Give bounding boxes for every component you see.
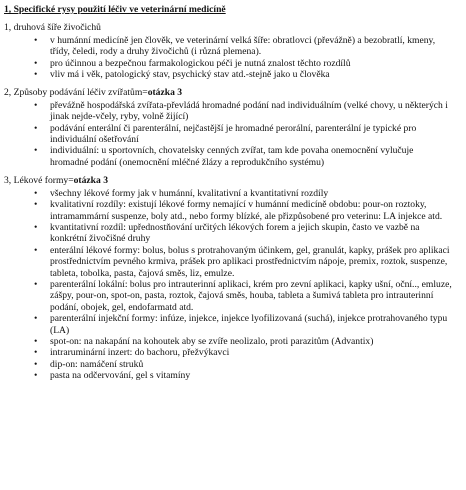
list-item-text: podávání enterální či parenterální, nejčastější je hromadné perorální, parenterální je typické pro individuální ošetřování bbox=[50, 122, 417, 146]
document-title: 1, Specifické rysy použití léčiv ve veterinární medicíně bbox=[4, 4, 226, 15]
list-item-text: převážně hospodářská zvířata-převládá hromadné podání nad individuálním (velké chovy, u některých i jinak nejde-včely, ryby, volně žijící) bbox=[50, 99, 448, 123]
bullet-icon: • bbox=[34, 358, 38, 370]
bullet-icon: • bbox=[34, 244, 38, 256]
bullet-icon: • bbox=[34, 221, 38, 233]
section-heading bbox=[4, 22, 462, 33]
list-item bbox=[4, 336, 462, 347]
list-item bbox=[4, 35, 462, 58]
list-item bbox=[4, 199, 462, 222]
list-item-text: individuální: u sportovních, chovatelsky cenných zvířat, tam kde povaha onemocnění vylučuje hromadné podání (onemocnění mléčné žlázy a reprodukčního systému) bbox=[50, 145, 414, 168]
list-item bbox=[4, 347, 462, 358]
list-item-text: dip-on: namáčení struků bbox=[50, 358, 144, 370]
section-heading bbox=[4, 175, 462, 186]
list-item-text: pro účinnou a bezpečnou farmakologickou péči je nutná znalost těchto rozdílů bbox=[50, 57, 351, 69]
bullet-icon: • bbox=[34, 69, 38, 81]
bullet-icon: • bbox=[34, 347, 38, 359]
section-heading-question: otázka 3 bbox=[147, 87, 183, 99]
bullet-icon: • bbox=[34, 57, 38, 69]
section-3 bbox=[4, 175, 462, 381]
bullet-icon: • bbox=[34, 278, 38, 290]
list-item-text: enterální lékové formy: bolus, bolus s protrahovaným účinkem, gel, granulát, kapky, prášek pro aplikaci prostřednictvím pevného krmiva, prášek pro aplikaci prostřednictvím nápoje, premix, roztok, suspenze, tableta, tobolka, pasta, čajová směs, liz, emulze. bbox=[50, 244, 450, 279]
list-item-text: vliv má i věk, patologický stav, psychický stav atd.-stejně jako u člověka bbox=[50, 69, 330, 81]
list-item bbox=[4, 123, 462, 146]
list-item-text: parenterální injekční formy: infúze, injekce, injekce lyofilizovaná (suchá), injekce protrahovaného typu (LA) bbox=[50, 313, 448, 336]
sections-container bbox=[4, 22, 462, 381]
list-item bbox=[4, 245, 462, 279]
list-item bbox=[4, 188, 462, 199]
bullet-list bbox=[4, 100, 462, 168]
list-item-text: kvantitativní rozdíl: upřednostňování určitých lékových forem a jejich skupin, často ve vazbě na konkrétní živočišné druhy bbox=[50, 221, 420, 245]
list-item bbox=[4, 145, 462, 168]
section-heading bbox=[4, 87, 462, 98]
bullet-list bbox=[4, 35, 462, 81]
section-heading-text: 1, druhová šíře živočichů bbox=[4, 22, 101, 34]
list-item bbox=[4, 370, 462, 381]
bullet-icon: • bbox=[34, 99, 38, 111]
section-heading-text: 3, Lékové formy= bbox=[4, 175, 74, 187]
list-item bbox=[4, 359, 462, 370]
list-item bbox=[4, 222, 462, 245]
list-item bbox=[4, 69, 462, 80]
section-heading-question: otázka 3 bbox=[73, 175, 108, 187]
section-1 bbox=[4, 22, 462, 80]
list-item bbox=[4, 58, 462, 69]
bullet-icon: • bbox=[34, 199, 38, 211]
section-2 bbox=[4, 87, 462, 168]
list-item-text: kvalitativní rozdíly: existují lékové formy nemající v humánní medicíně obdobu: pour-on roztoky, intramammární suspenze, boly atd., nebo formy blízké, ale přizpůsobené pro veterinu: LA injekce atd. bbox=[50, 199, 443, 222]
list-item-text: všechny lékové formy jak v humánní, kvalitativní a kvantitativní rozdíly bbox=[50, 187, 329, 199]
list-item-text: parenterální lokální: bolus pro intrauterinní aplikaci, krém pro zevní aplikaci, kapky ušní, oční.., emluze, zášpy, pour-on, spot-on, pasta, roztok, čajová směs, houba, tableta a šumivá tableta pro intrauterinní podání, obojek, gel, endofarmatd atd. bbox=[50, 278, 452, 313]
bullet-icon: • bbox=[34, 122, 38, 134]
list-item bbox=[4, 100, 462, 123]
bullet-icon: • bbox=[34, 335, 38, 347]
list-item-text: v humánní medicíně jen člověk, ve veterinární velká šíře: obratlovci (převážně) a bezobratlí, kmeny, třídy, čeledi, rody a druhy živočichů (i různá plemena). bbox=[50, 34, 436, 58]
list-item bbox=[4, 279, 462, 313]
list-item-text: pasta na odčervování, gel s vitamíny bbox=[50, 370, 191, 382]
bullet-icon: • bbox=[34, 34, 38, 46]
list-item bbox=[4, 313, 462, 336]
section-heading-text: 2, Způsoby podávání léčiv zvířatům= bbox=[4, 87, 148, 99]
document-page bbox=[4, 4, 462, 382]
bullet-list bbox=[4, 188, 462, 382]
bullet-icon: • bbox=[34, 370, 38, 382]
bullet-icon: • bbox=[34, 313, 38, 325]
bullet-icon: • bbox=[34, 187, 38, 199]
list-item-text: intraruminární inzert: do bachoru, přežvýkavci bbox=[50, 347, 230, 359]
bullet-icon: • bbox=[34, 145, 38, 157]
list-item-text: spot-on: na nakapání na kohoutek aby se zvíře neolizalo, proti parazitům (Advantix) bbox=[50, 335, 374, 347]
